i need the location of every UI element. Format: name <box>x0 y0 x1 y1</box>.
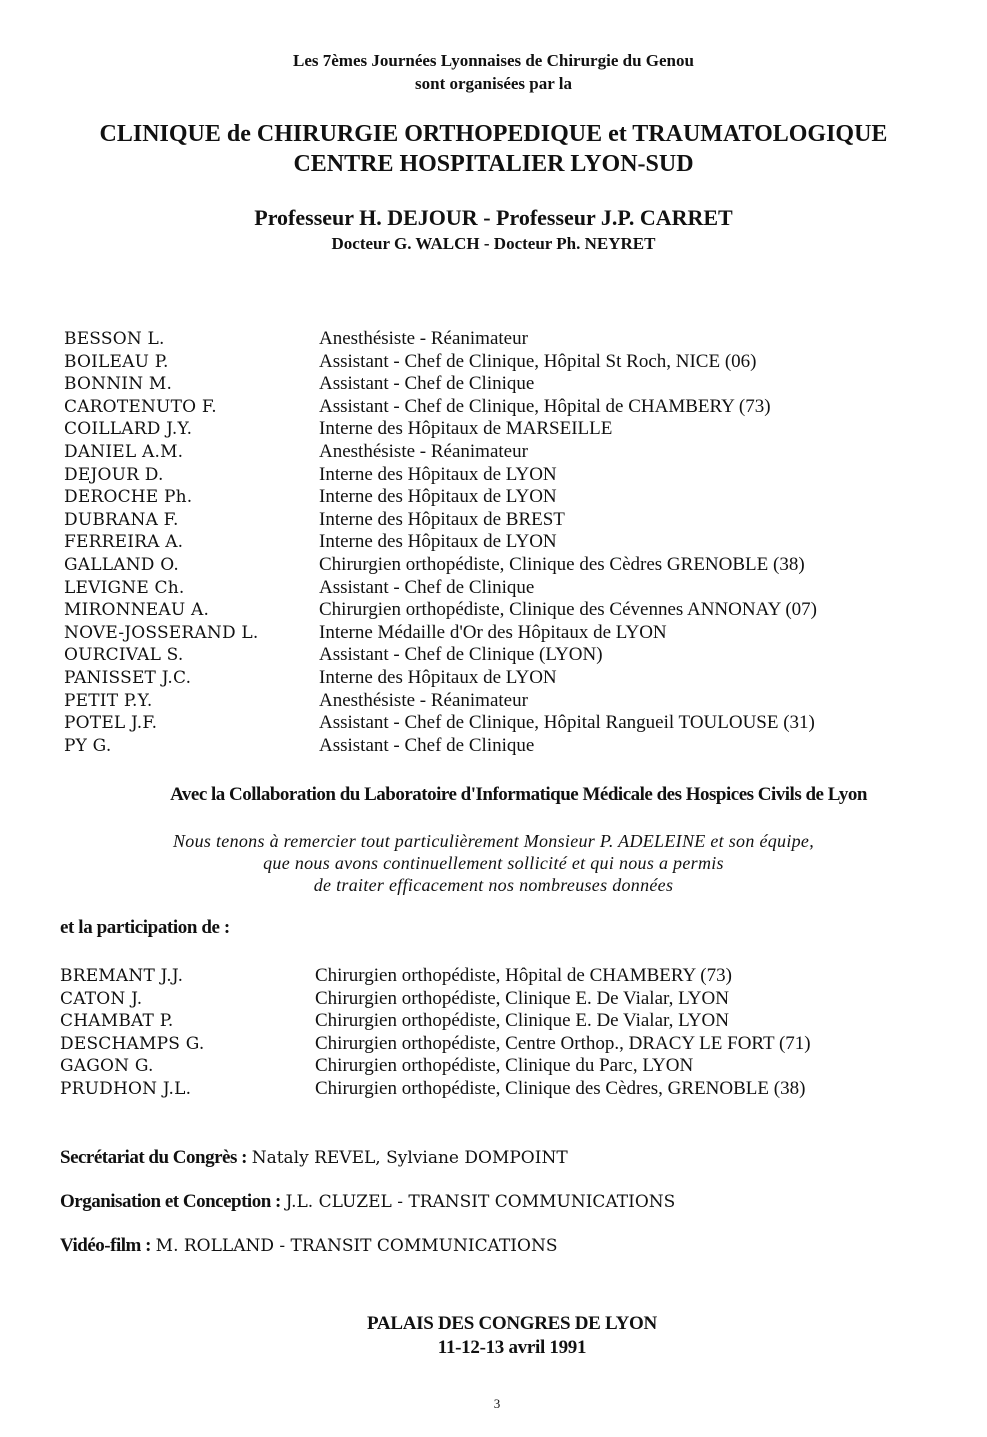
venue-name: PALAIS DES CONGRES DE LYON <box>367 1313 657 1334</box>
person-name: COILLARD J.Y. <box>64 419 193 440</box>
person-name: DEJOUR D. <box>64 464 164 485</box>
staff-row <box>64 396 974 419</box>
thanks-line-3: de traiter efficacement nos nombreuses données <box>313 875 674 895</box>
person-name: PANISSET J.C. <box>64 667 192 688</box>
person-role: Interne des Hôpitaux de LYON <box>319 666 557 688</box>
person-role: Assistant - Chef de Clinique <box>319 576 535 598</box>
person-role: Chirurgien orthopédiste, Clinique E. De Vialar, LYON <box>315 1010 729 1032</box>
participant-row <box>60 1078 975 1101</box>
staff-row <box>64 712 974 735</box>
staff-row <box>64 735 974 758</box>
person-name: GAGON G. <box>60 1056 154 1077</box>
person-name: DANIEL A.M. <box>64 441 184 462</box>
person-name: GALLAND O. <box>64 554 179 575</box>
participant-row <box>60 1033 975 1056</box>
person-role: Chirurgien orthopédiste, Clinique E. De Vialar, LYON <box>315 987 729 1009</box>
intro-line-1: Les 7èmes Journées Lyonnaises de Chirurgie du Genou <box>293 51 694 70</box>
person-role: Interne des Hôpitaux de LYON <box>319 531 557 553</box>
staff-row <box>64 486 974 509</box>
staff-row <box>64 622 974 645</box>
collaboration-heading: Avec la Collaboration du Laboratoire d'Informatique Médicale des Hospices Civils de Lyon <box>170 784 867 805</box>
person-role: Interne des Hôpitaux de LYON <box>319 463 557 485</box>
person-role: Anesthésiste - Réanimateur <box>319 689 528 711</box>
participant-row <box>60 988 975 1011</box>
participant-row <box>60 965 975 988</box>
person-role: Anesthésiste - Réanimateur <box>319 440 528 462</box>
person-role: Chirurgien orthopédiste, Clinique du Parc, LYON <box>315 1055 694 1077</box>
professors-line: Professeur H. DEJOUR - Professeur J.P. CARRET <box>254 205 733 230</box>
intro-line-2: sont organisées par la <box>415 74 572 93</box>
staff-row <box>64 464 974 487</box>
person-name: CAROTENUTO F. <box>64 396 217 417</box>
staff-row <box>64 509 974 532</box>
person-name: CATON J. <box>60 988 143 1009</box>
person-name: NOVE-JOSSERAND L. <box>64 622 259 643</box>
person-name: PY G. <box>64 735 112 756</box>
staff-row <box>64 328 974 351</box>
person-role: Interne des Hôpitaux de MARSEILLE <box>319 418 613 440</box>
person-role: Assistant - Chef de Clinique, Hôpital de CHAMBERY (73) <box>319 395 771 417</box>
person-role: Anesthésiste - Réanimateur <box>319 328 528 349</box>
secretariat-label: Secrétariat du Congrès : <box>60 1147 247 1168</box>
person-name: MIRONNEAU A. <box>64 600 210 621</box>
staff-row <box>64 577 974 600</box>
participant-row <box>60 1055 975 1078</box>
person-name: OURCIVAL S. <box>64 645 184 666</box>
staff-row <box>64 690 974 713</box>
staff-row <box>64 644 974 667</box>
person-name: PRUDHON J.L. <box>60 1078 192 1099</box>
person-name: DESCHAMPS G. <box>60 1033 205 1054</box>
person-role: Chirurgien orthopédiste, Clinique des Cèdres, GRENOBLE (38) <box>315 1077 806 1099</box>
participant-row <box>60 1010 975 1033</box>
page-number: 3 <box>493 1396 501 1411</box>
staff-row <box>64 667 974 690</box>
person-role: Interne Médaille d'Or des Hôpitaux de LYON <box>319 621 667 643</box>
staff-row <box>64 351 974 374</box>
thanks-line-2: que nous avons continuellement sollicité et qui nous a permis <box>263 853 724 873</box>
person-name: PETIT P.Y. <box>64 690 153 711</box>
person-name: FERREIRA A. <box>64 532 184 553</box>
thanks-line-1: Nous tenons à remercier tout particulièrement Monsieur P. ADELEINE et son équipe, <box>172 831 815 851</box>
staff-row <box>64 554 974 577</box>
person-name: BREMANT J.J. <box>60 966 184 986</box>
person-name: BOILEAU P. <box>64 351 169 372</box>
person-name: POTEL J.F. <box>64 713 158 734</box>
person-role: Chirurgien orthopédiste, Clinique des Cévennes ANNONAY (07) <box>319 599 817 621</box>
hospital-name: CENTRE HOSPITALIER LYON-SUD <box>293 151 694 177</box>
person-name: BONNIN M. <box>64 374 173 395</box>
staff-row <box>64 599 974 622</box>
staff-row <box>64 441 974 464</box>
secretariat-line <box>60 1147 568 1169</box>
participation-heading: et la participation de : <box>60 917 230 938</box>
person-role: Assistant - Chef de Clinique (LYON) <box>319 644 603 666</box>
person-role: Chirurgien orthopédiste, Hôpital de CHAMBERY (73) <box>315 965 732 986</box>
person-role: Assistant - Chef de Clinique, Hôpital Rangueil TOULOUSE (31) <box>319 712 815 734</box>
person-name: DEROCHE Ph. <box>64 487 193 508</box>
person-role: Assistant - Chef de Clinique, Hôpital St Roch, NICE (06) <box>319 350 757 372</box>
person-role: Chirurgien orthopédiste, Centre Orthop., DRACY LE FORT (71) <box>315 1032 811 1054</box>
person-role: Assistant - Chef de Clinique <box>319 734 535 756</box>
person-name: DUBRANA F. <box>64 509 179 530</box>
person-role: Assistant - Chef de Clinique <box>319 373 535 395</box>
person-name: BESSON L. <box>64 329 165 349</box>
organisation-line <box>60 1191 675 1213</box>
clinic-name: CLINIQUE de CHIRURGIE ORTHOPEDIQUE et TRAUMATOLOGIQUE <box>99 121 888 147</box>
person-name: CHAMBAT P. <box>60 1011 174 1032</box>
organisation-label: Organisation et Conception : <box>60 1191 281 1212</box>
staff-row <box>64 531 974 554</box>
staff-row <box>64 373 974 396</box>
person-role: Interne des Hôpitaux de LYON <box>319 486 557 508</box>
person-role: Chirurgien orthopédiste, Clinique des Cèdres GRENOBLE (38) <box>319 553 805 575</box>
participant-list <box>60 965 975 1101</box>
organisation-value: J.L. CLUZEL - TRANSIT COMMUNICATIONS <box>285 1192 676 1212</box>
secretariat-value: Nataly REVEL, Sylviane DOMPOINT <box>251 1148 568 1168</box>
staff-row <box>64 418 974 441</box>
person-role: Interne des Hôpitaux de BREST <box>319 508 565 530</box>
doctors-line: Docteur G. WALCH - Docteur Ph. NEYRET <box>331 234 656 253</box>
person-name: LEVIGNE Ch. <box>64 577 185 598</box>
venue-dates: 11-12-13 avril 1991 <box>437 1337 587 1358</box>
video-label: Vidéo-film : <box>60 1235 151 1256</box>
video-value: M. ROLLAND - TRANSIT COMMUNICATIONS <box>155 1236 558 1256</box>
staff-list <box>64 328 974 757</box>
video-line <box>60 1235 557 1257</box>
